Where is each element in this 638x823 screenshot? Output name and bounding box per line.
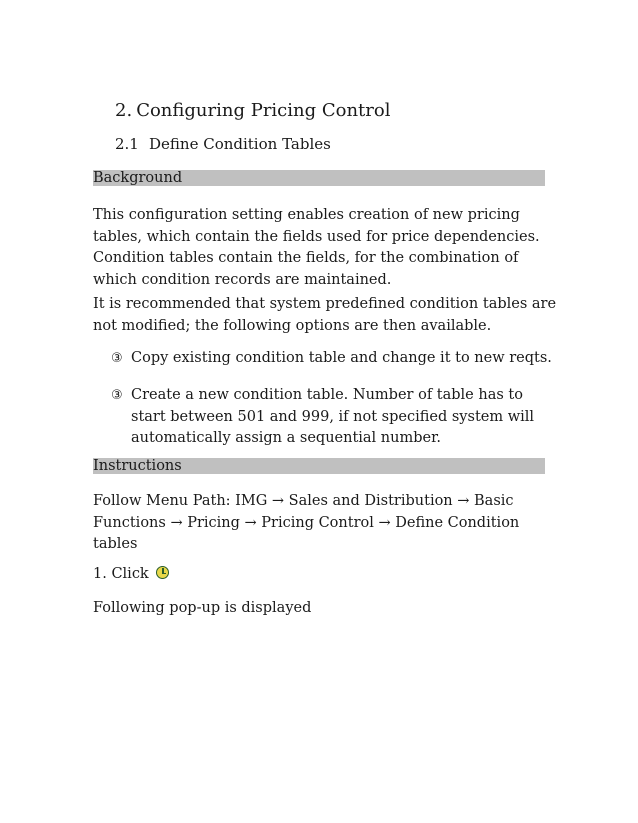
background-paragraph-1 xyxy=(93,205,540,291)
step-1-label: 1. Click xyxy=(93,566,149,582)
bullet-text: Copy existing condition table and change it to new reqts. xyxy=(131,350,552,366)
bullet-text: Create a new condition table. Number of table has to xyxy=(131,387,523,403)
bullet-item-create xyxy=(111,385,534,450)
paragraph-line: tables, which contain the fields used for price dependencies. xyxy=(93,228,540,245)
paragraph-line: Functions → Pricing → Pricing Control → Define Condition xyxy=(93,514,520,531)
bullet-item-copy xyxy=(111,348,552,370)
step-1 xyxy=(93,564,169,586)
bullet-icon: ③ xyxy=(111,351,123,366)
popup-note xyxy=(93,598,311,620)
paragraph-line: Following pop-up is displayed xyxy=(93,600,312,616)
subsection-heading xyxy=(115,135,331,153)
paragraph-line: Condition tables contain the fields, for the combination of xyxy=(93,250,519,266)
background-band xyxy=(93,170,545,186)
section-heading xyxy=(115,100,391,121)
bullet-icon: ③ xyxy=(111,388,123,403)
paragraph-line: Follow Menu Path: IMG → Sales and Distribution → Basic xyxy=(93,493,514,509)
background-paragraph-2 xyxy=(93,294,556,337)
execute-icon xyxy=(156,566,169,579)
menu-path-paragraph xyxy=(93,491,519,556)
bullet-text: start between 501 and 999, if not specified system will xyxy=(131,408,535,425)
paragraph-line: tables xyxy=(93,536,138,552)
section-number: 2. xyxy=(115,100,133,121)
bullet-text: automatically assign a sequential number. xyxy=(131,430,442,446)
paragraph-line: which condition records are maintained. xyxy=(93,271,392,288)
paragraph-line: This configuration setting enables creation of new pricing xyxy=(93,207,520,223)
paragraph-line: not modified; the following options are then available. xyxy=(93,317,492,334)
section-title: Configuring Pricing Control xyxy=(136,100,391,121)
subsection-number: 2.1 xyxy=(115,135,139,153)
paragraph-line: It is recommended that system predefined condition tables are xyxy=(93,296,557,312)
subsection-title: Define Condition Tables xyxy=(149,135,331,153)
instructions-label: Instructions xyxy=(93,458,182,474)
background-label: Background xyxy=(93,170,183,186)
instructions-band xyxy=(93,458,545,474)
